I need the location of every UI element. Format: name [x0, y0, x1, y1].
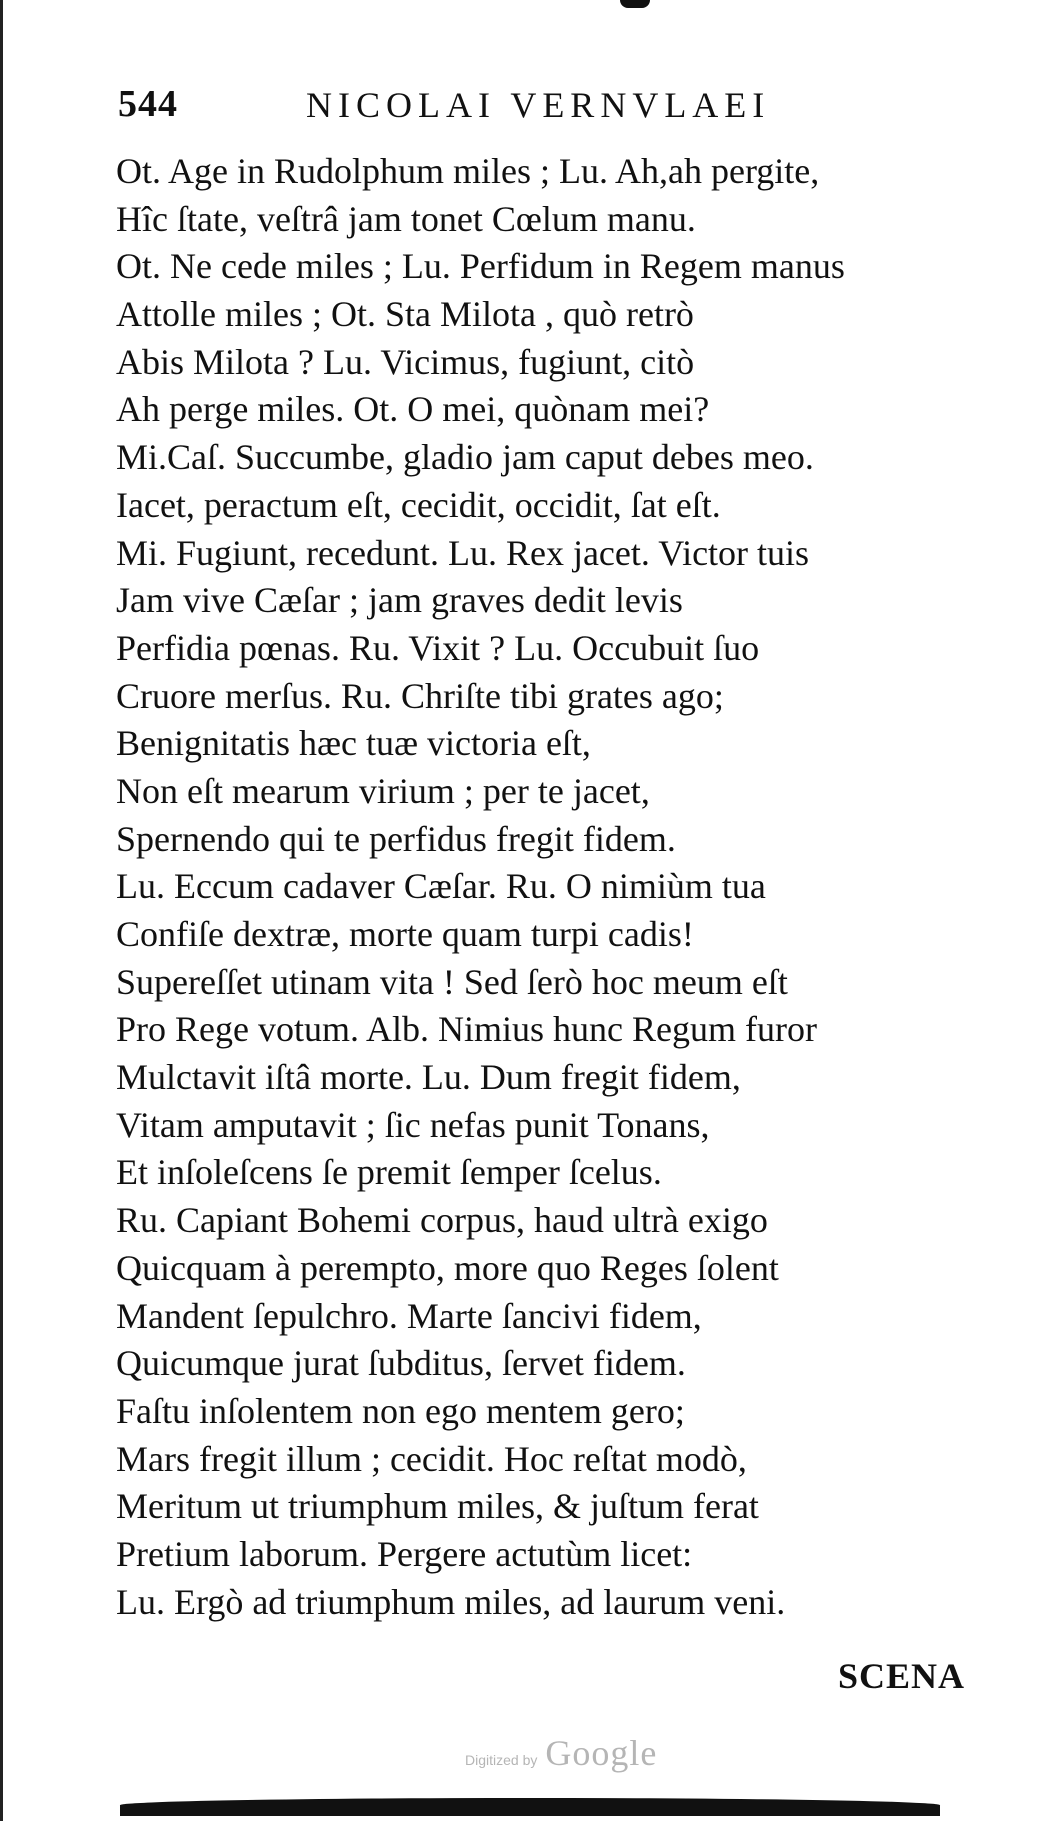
page-bottom-shadow: [120, 1798, 940, 1816]
text-line: Abis Milota ? Lu. Vicimus, fugiunt, citò: [116, 341, 695, 382]
text-line: Hîc ſtate, veſtrâ jam tonet Cœlum manu.: [116, 198, 696, 239]
text-line: Confiſe dextræ, morte quam turpi cadis!: [116, 914, 694, 954]
text-line: Quicumque jurat ſubditus, ſervet fidem.: [116, 1343, 686, 1384]
catchword: SCENA: [838, 1656, 966, 1696]
text-line: Mars fregit illum ; cecidit. Hoc reſtat modò,: [116, 1438, 747, 1479]
text-line: Spernendo qui te perfidus fregit fidem.: [116, 818, 676, 859]
text-line: Attolle miles ; Ot. Sta Milota , quò retrò: [116, 294, 694, 335]
text-line: Jam vive Cæſar ; jam graves dedit levis: [116, 580, 683, 621]
verse-text: [116, 148, 1016, 1626]
text-line: Lu. Eccum cadaver Cæſar. Ru. O nimiùm tua: [116, 866, 766, 907]
text-line: Cruore merſus. Ru. Chriſte tibi grates ago;: [116, 675, 724, 716]
text-line: Benignitatis hæc tuæ victoria eſt,: [116, 723, 591, 764]
text-line: Non eſt mearum virium ; per te jacet,: [116, 770, 650, 811]
text-line: Ah perge miles. Ot. O mei, quònam mei?: [116, 389, 710, 430]
text-line: Perfidia pœnas. Ru. Vixit ? Lu. Occubuit ſuo: [116, 627, 760, 668]
watermark-brand: Google: [545, 1733, 658, 1773]
text-line: Vitam amputavit ; ſic nefas punit Tonans,: [116, 1104, 710, 1145]
text-line: Mandent ſepulchro. Marte ſancivi fidem,: [116, 1295, 702, 1336]
text-line: Ot. Ne cede miles ; Lu. Perfidum in Regem manus: [116, 246, 845, 287]
watermark-prefix: Digitized by: [465, 1752, 538, 1768]
text-line: Pro Rege votum. Alb. Nimius hunc Regum furor: [116, 1009, 817, 1050]
page-number: 544: [118, 83, 178, 125]
text-line: Ru. Capiant Bohemi corpus, haud ultrà exigo: [116, 1200, 768, 1241]
text-line: Supereſſet utinam vita ! Sed ſerò hoc meum eſt: [116, 961, 788, 1002]
text-line: Meritum ut triumphum miles, & juſtum ferat: [116, 1486, 759, 1527]
page-header: [118, 82, 918, 126]
text-line: Et inſoleſcens ſe premit ſemper ſcelus.: [116, 1152, 662, 1193]
text-line: Ot. Age in Rudolphum miles ; Lu. Ah,ah pergite,: [116, 151, 820, 191]
running-head: NICOLAI VERNVLAEI: [306, 85, 771, 125]
text-line: Quicquam à perempto, more quo Reges ſolent: [116, 1247, 779, 1288]
text-line: Iacet, peractum eſt, cecidit, occidit, ſat eſt.: [116, 484, 721, 525]
text-line: Mi. Fugiunt, recedunt. Lu. Rex jacet. Victor tuis: [116, 532, 810, 573]
page-edge-shadow: [0, 0, 3, 1821]
ink-mark: [620, 0, 650, 8]
digitization-watermark: [465, 1732, 657, 1774]
text-line: Faſtu inſolentem non ego mentem gero;: [116, 1390, 685, 1431]
text-line: Mi.Caſ. Succumbe, gladio jam caput debes meo.: [116, 437, 814, 478]
text-line: Mulctavit iſtâ morte. Lu. Dum fregit fidem,: [116, 1057, 741, 1098]
text-line: Lu. Ergò ad triumphum miles, ad laurum veni.: [116, 1581, 786, 1622]
text-line: Pretium laborum. Pergere actutùm licet:: [116, 1533, 693, 1574]
